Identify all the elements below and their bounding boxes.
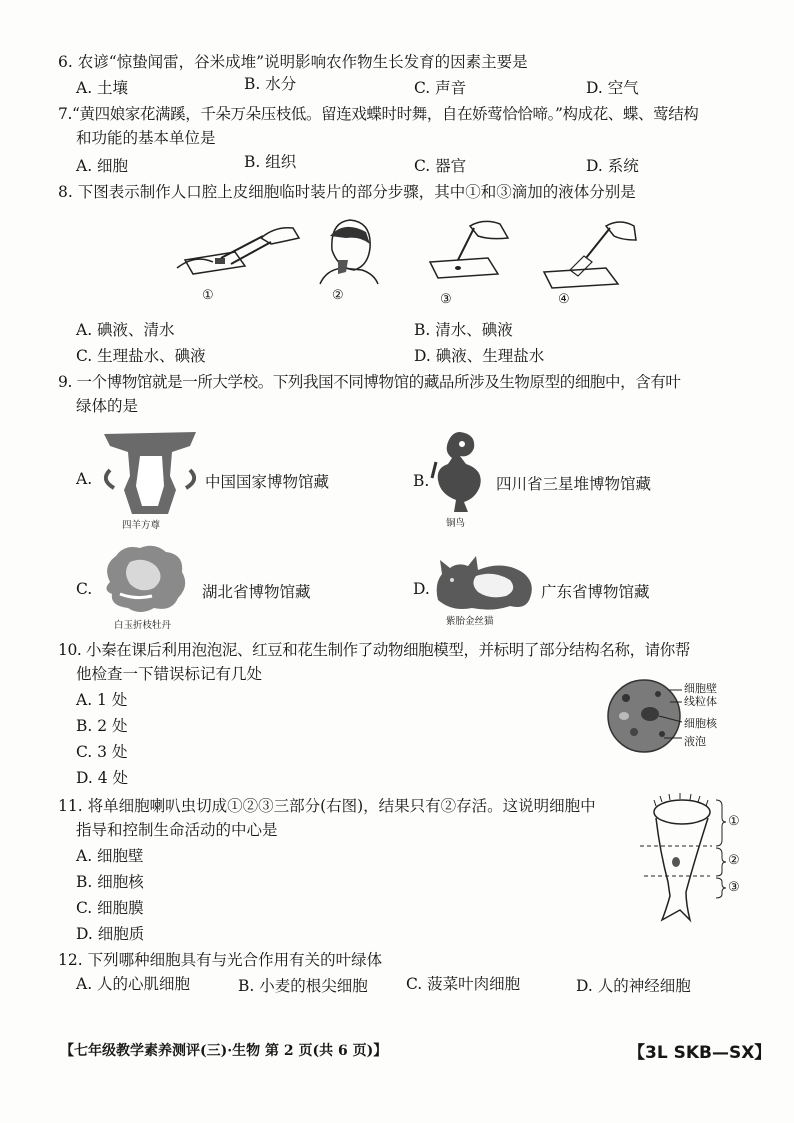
q10-stem-line1: 10. 小秦在课后利用泡泡泥、红豆和花生制作了动物细胞模型，并标明了部分结构名称，请你帮 <box>58 641 690 659</box>
q11-stem-line2: 指导和控制生命活动的中心是 <box>76 821 278 839</box>
q12-option-d: D. 人的神经细胞 <box>576 977 691 995</box>
q7-stem-line2: 和功能的基本单位是 <box>76 129 216 147</box>
stentor-part-2: ② <box>728 853 740 868</box>
q6-stem: 6. 农谚“惊蛰闻雷，谷米成堆”说明影响农作物生长发育的因素主要是 <box>58 53 528 71</box>
bronze-bird-image <box>430 428 490 516</box>
label-vacuole: 液泡 <box>684 735 706 748</box>
q9-option-d-letter: D. <box>413 580 430 598</box>
q9-a-museum: 中国国家博物馆藏 <box>205 473 330 491</box>
q6-option-b: B. 水分 <box>244 75 297 93</box>
q11-option-a: A. 细胞壁 <box>76 847 144 865</box>
q6-option-a: A. 土壤 <box>76 79 129 97</box>
q8-option-b: B. 清水、碘液 <box>414 321 513 339</box>
purple-clay-cat-image <box>432 550 536 614</box>
label-cell-wall: 细胞壁 <box>684 682 717 695</box>
stentor-part-1: ① <box>728 814 740 829</box>
q10-option-b: B. 2 处 <box>76 717 128 735</box>
q9-b-caption: 铜鸟 <box>446 518 466 529</box>
white-jade-peony-image <box>100 542 190 618</box>
q7-option-d: D. 系统 <box>586 157 639 175</box>
q9-option-a-letter: A. <box>76 470 93 488</box>
q9-c-caption: 白玉折枝牡丹 <box>114 620 172 631</box>
q9-option-b-letter: B. <box>413 472 430 490</box>
q11-option-c: C. 细胞膜 <box>76 899 144 917</box>
stentor-part-3: ③ <box>728 880 740 895</box>
q6-option-c: C. 声音 <box>414 79 467 97</box>
q7-option-c: C. 器官 <box>414 157 467 175</box>
q10-option-d: D. 4 处 <box>76 769 129 787</box>
label-mitochondria: 线粒体 <box>684 695 717 708</box>
step1-illustration <box>175 218 305 290</box>
q12-option-b: B. 小麦的根尖细胞 <box>238 977 368 995</box>
q10-option-c: C. 3 处 <box>76 743 128 761</box>
step2-label: ② <box>332 288 344 303</box>
q7-option-b: B. 组织 <box>244 153 297 171</box>
q9-c-museum: 湖北省博物馆藏 <box>202 583 311 601</box>
q9-stem-line2: 绿体的是 <box>76 397 139 415</box>
label-nucleus: 细胞核 <box>684 717 717 730</box>
step3-label: ③ <box>440 292 452 307</box>
q9-a-caption: 四羊方尊 <box>122 520 161 531</box>
four-ram-square-zun-image <box>100 426 200 518</box>
q7-option-a: A. 细胞 <box>76 157 129 175</box>
q8-option-c: C. 生理盐水、碘液 <box>76 347 206 365</box>
q8-stem: 8. 下图表示制作人口腔上皮细胞临时装片的部分步骤，其中①和③滴加的液体分别是 <box>58 183 636 201</box>
step1-label: ① <box>202 288 214 303</box>
q11-stem-line1: 11. 将单细胞喇叭虫切成①②③三部分(右图)，结果只有②存活。这说明细胞中 <box>58 797 596 815</box>
q7-stem-line1: 7.“黄四娘家花满蹊，千朵万朵压枝低。留连戏蝶时时舞，自在娇莺恰恰啼。”构成花、蝶、莺结构 <box>58 105 699 123</box>
step4-illustration <box>540 216 640 290</box>
footer-exam-code: 【3L SKB—SX】 <box>628 1043 772 1063</box>
footer-page-info: 【七年级教学素养测评(三)·生物 第 2 页(共 6 页)】 <box>60 1043 388 1059</box>
q11-option-d: D. 细胞质 <box>76 925 145 943</box>
q8-option-d: D. 碘液、生理盐水 <box>414 347 545 365</box>
q9-d-museum: 广东省博物馆藏 <box>541 583 650 601</box>
q9-b-museum: 四川省三星堆博物馆藏 <box>496 475 652 493</box>
q12-option-c: C. 菠菜叶肉细胞 <box>406 975 521 993</box>
step3-illustration <box>418 218 518 290</box>
q10-stem-line2: 他检查一下错误标记有几处 <box>76 665 263 683</box>
q9-d-caption: 紫胎金丝猫 <box>446 616 494 627</box>
q12-option-a: A. 人的心肌细胞 <box>76 975 191 993</box>
step2-illustration <box>316 216 380 286</box>
q9-stem-line1: 9. 一个博物馆就是一所大学校。下列我国不同博物馆的藏品所涉及生物原型的细胞中，含有叶 <box>58 373 681 391</box>
step4-label: ④ <box>558 292 570 307</box>
q11-option-b: B. 细胞核 <box>76 873 144 891</box>
q8-option-a: A. 碘液、清水 <box>76 321 175 339</box>
q10-option-a: A. 1 处 <box>76 691 128 709</box>
q6-option-d: D. 空气 <box>586 79 639 97</box>
q9-option-c-letter: C. <box>76 580 93 598</box>
q12-stem: 12. 下列哪种细胞具有与光合作用有关的叶绿体 <box>58 951 383 969</box>
